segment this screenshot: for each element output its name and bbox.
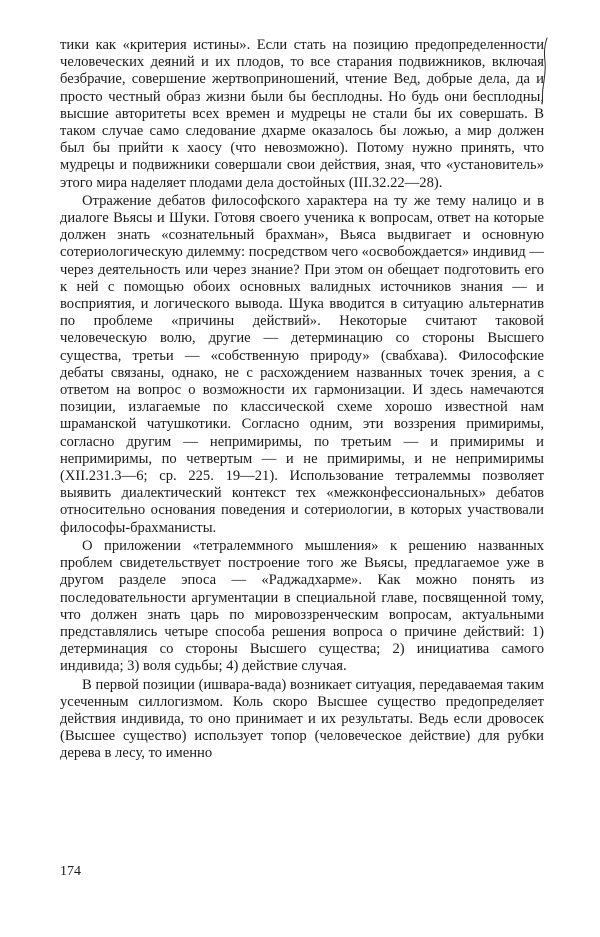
- margin-pencil-mark-icon: [538, 36, 552, 106]
- paragraph-2: Отражение дебатов философского характера на ту же тему налицо и в диалоге Вьясы и Шуки. Готовя своего ученика к вопросам, ответ на которые должен знать «сознательный брахман», Вьяса выдвигает и основную сотериологическую дилемму: посредством чего «освобождается» индивид — через деятельность или через знание? При этом он обещает подготовить его к ней с помощью обоих основных валидных источников знания — и восприятия, и логического вывода. Шука вводится в ситуацию альтернатив по проблеме «причины действий». Некоторые считают таковой человеческую волю, другие — детерминацию со стороны Высшего существа, третьи — «собственную природу» (свабхава). Философские дебаты связаны, однако, не с расхождением названных точек зрения, а с ответом на вопрос о возможности их гармонизации. И здесь намечаются позиции, излагаемые по классической схеме хорошо известной нам шраманской чатушкотики. Согласно одним, эти воззрения примиримы, согласно другим — непримиримы, по третьим — и примиримы и непримиримы, по четвертым — и не примиримы, и не непримиримы (XII.231.3—6; ср. 225. 19—21). Использование тетралеммы позволяет выявить диалектический контекст тех «межконфессиональных» дебатов относительно основания поведения и сотериологии, в которых участвовали философы-брахманисты.: [60, 192, 544, 536]
- paragraph-4: В первой позиции (ишвара-вада) возникает ситуация, передаваемая таким усеченным силлогизмом. Коль скоро Высшее существо предопределяет действия индивида, то оно принимает и их результаты. Ведь если дровосек (Высшее существо) использует топор (человеческое действие) для рубки дерева в лесу, то именно: [60, 676, 544, 762]
- page-number: 174: [60, 864, 81, 879]
- paragraph-1: тики как «критерия истины». Если стать на позицию предопределенности человеческих деяний и их плодов, то все старания подвижников, включая безбрачие, совершение жертвоприношений, чтение Вед, добрые дела, да и просто честный образ жизни были бы бесплодны. Но будь они бесплодны, высшие авторитеты всех времен и мудрецы не стали бы их совершать. В таком случае само следование дхарме оказалось бы ложью, а мир должен был бы прийти к хаосу (что невозможно). Потому нужно принять, что мудрецы и подвижники совершали свои действия, зная, что «установитель» этого мира наделяет плодами дела достойных (III.32.22—28).: [60, 37, 544, 191]
- paragraph-3: О приложении «тетралеммного мышления» к решению названных проблем свидетельствует построение того же Вьясы, предлагаемое уже в другом разделе эпоса — «Раджадхарме». Как можно понять из последовательности аргументации в специальной главе, посвященной тому, что должен знать царь по мировоззренческим вопросам, актуальными представлялись четыре способа решения вопроса о причине действий: 1) детерминация со стороны Высшего существа; 2) инициатива самого индивида; 3) воля судьбы; 4) действие случая.: [60, 537, 544, 675]
- book-page: [60, 37, 544, 763]
